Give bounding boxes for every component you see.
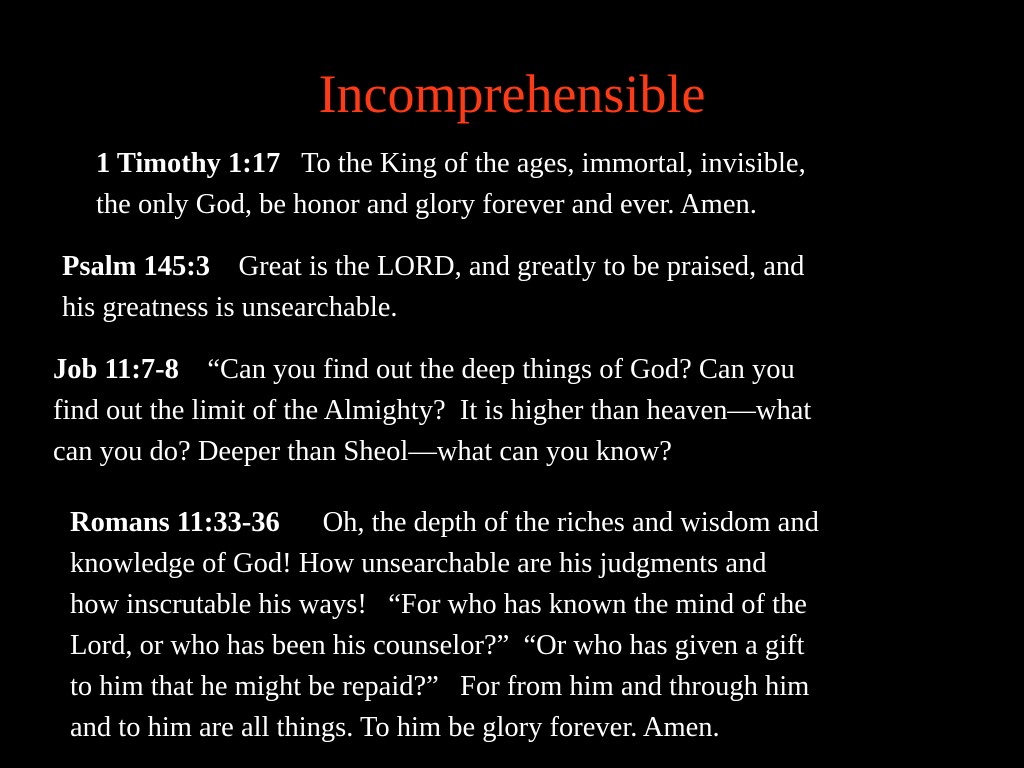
verse-reference: Psalm 145:3 bbox=[62, 251, 211, 282]
verse-text-line: Great is the LORD, and greatly to be praised, and bbox=[238, 251, 805, 282]
verse-1-timothy bbox=[96, 143, 806, 225]
verse-text-line: can you do? Deeper than Sheol—what can you know? bbox=[53, 436, 672, 467]
verse-job bbox=[53, 349, 811, 472]
verse-reference: Romans 11:33-36 bbox=[70, 507, 280, 538]
verse-reference: 1 Timothy 1:17 bbox=[96, 148, 281, 179]
verse-text-line: the only God, be honor and glory forever and ever. Amen. bbox=[96, 189, 757, 220]
slide-title: Incomprehensible bbox=[318, 64, 706, 124]
verse-psalm bbox=[62, 246, 804, 328]
verse-text-line: To the King of the ages, immortal, invisible, bbox=[301, 148, 806, 179]
verse-text-line: knowledge of God! How unsearchable are his judgments and bbox=[70, 548, 767, 579]
verse-text-line: and to him are all things. To him be glory forever. Amen. bbox=[70, 712, 720, 743]
verse-text-line: “Can you find out the deep things of God? Can you bbox=[207, 354, 795, 385]
verse-text-line: how inscrutable his ways! “For who has known the mind of the bbox=[70, 589, 807, 620]
verse-text-line: Lord, or who has been his counselor?” “Or who has given a gift bbox=[70, 630, 805, 661]
verse-text-line: Oh, the depth of the riches and wisdom and bbox=[322, 507, 819, 538]
verse-text-line: to him that he might be repaid?” For from him and through him bbox=[70, 671, 810, 702]
verse-text-line: his greatness is unsearchable. bbox=[62, 292, 398, 323]
verse-reference: Job 11:7-8 bbox=[53, 354, 179, 385]
verse-romans bbox=[70, 502, 819, 748]
verse-text-line: find out the limit of the Almighty? It is higher than heaven—what bbox=[53, 395, 812, 426]
